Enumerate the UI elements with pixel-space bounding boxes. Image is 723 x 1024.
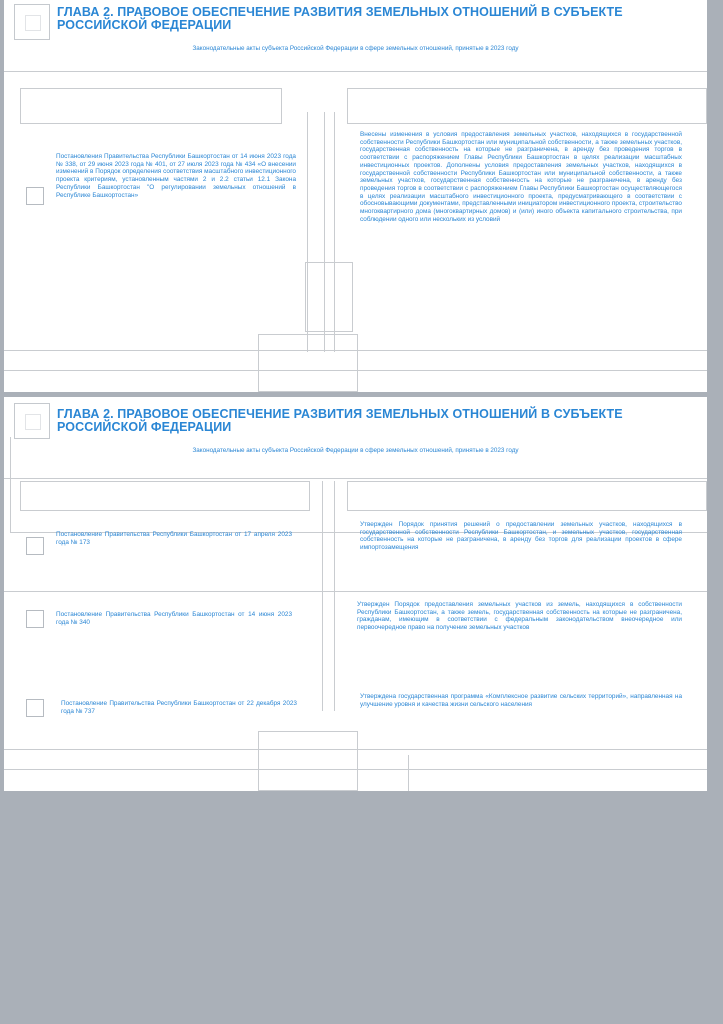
page-subtitle: Законодательные акты субъекта Российской Федерации в сфере земельных отношений, принятые в 2023 году	[192, 447, 519, 454]
decor-frame	[258, 334, 358, 392]
decor-frame	[258, 731, 358, 791]
divider-line	[4, 591, 707, 592]
divider-line	[4, 350, 707, 351]
header-frame-left	[20, 481, 310, 511]
header-frame-right	[347, 88, 707, 124]
document-reference: Постановление Правительства Республики Башкортостан от 17 апреля 2023 года № 173	[56, 531, 292, 546]
page-subtitle: Законодательные акты субъекта Российской Федерации в сфере земельных отношений, принятые в 2023 году	[192, 45, 519, 52]
divider-line	[322, 481, 323, 711]
row-checkbox[interactable]	[26, 537, 44, 555]
divider-line	[4, 749, 707, 750]
divider-line	[408, 755, 409, 791]
change-description: Утвержден Порядок предоставления земельных участков из земель, находящихся в собственности Республики Башкортостан, а также земель, государственная собственность на которые не разграничена, гражданам, имеющим в соответствии с федеральным законодательством внеочередное или первоочередное право на получение земельных участков	[357, 601, 682, 632]
row-checkbox[interactable]	[26, 699, 44, 717]
divider-line	[4, 478, 707, 479]
divider-line	[4, 71, 707, 72]
logo-placeholder	[14, 403, 50, 439]
header-frame-left	[20, 88, 282, 124]
document-reference: Постановление Правительства Республики Башкортостан от 22 декабря 2023 года № 737	[61, 700, 297, 715]
row-checkbox[interactable]	[26, 610, 44, 628]
change-description: Утверждена государственная программа «Комплексное развитие сельских территорий», направленная на улучшение уровня и качества жизни сельского населения	[360, 693, 682, 708]
slide-1	[4, 0, 707, 392]
decor-frame	[305, 262, 353, 332]
slide-2	[4, 397, 707, 791]
page-title: ГЛАВА 2. ПРАВОВОЕ ОБЕСПЕЧЕНИЕ РАЗВИТИЯ ЗЕМЕЛЬНЫХ ОТНОШЕНИЙ В СУБЪЕКТЕ РОССИЙСКОЙ ФЕДЕРАЦИИ	[57, 407, 623, 434]
change-description: Утвержден Порядок принятия решений о предоставлении земельных участков, находящихся в государственной собственности Республики Башкортостан, и земельных участков, государственная собственность на которые не разграничена, в аренду без торгов для реализации проектов в сфере импортозамещения	[360, 521, 682, 552]
divider-line	[4, 370, 707, 371]
divider-line	[334, 481, 335, 711]
header-frame-right	[347, 481, 707, 511]
document-reference: Постановление Правительства Республики Башкортостан от 14 июня 2023 года № 340	[56, 611, 292, 626]
page-title: ГЛАВА 2. ПРАВОВОЕ ОБЕСПЕЧЕНИЕ РАЗВИТИЯ ЗЕМЕЛЬНЫХ ОТНОШЕНИЙ В СУБЪЕКТЕ РОССИЙСКОЙ ФЕДЕРАЦИИ	[57, 5, 623, 32]
logo-placeholder	[14, 4, 50, 40]
row-checkbox[interactable]	[26, 187, 44, 205]
change-description: Внесены изменения в условия предоставления земельных участков, находящихся в государственной собственности Республики Башкортостан или муниципальной собственности, а также земельных участков, государственная собственность на которые не разграничена, в аренду без проведения торгов в соответствии с распоряжением Главы Республики Башкортостан в целях реализации масштабных инвестиционных проектов. Дополнены условия предоставления земельных участков, находящихся в государственной собственности Республики Башкортостан или муниципальной собственности, а также земельных участков, государственная собственность на которые не разграничена, в аренду без проведения торгов в соответствии с распоряжением Главы Республики Башкортостан осуществляющегося в целях реализации масштабного инвестиционного проекта, предусматривающего в соответствии с обосновывающими документами, представленными инициатором инвестиционного проекта, строительство многоквартирного дома (многоквартирных домов) и (или) иного объекта капитального строительства, при соблюдении одного или нескольких из условий	[360, 131, 682, 223]
divider-line	[4, 769, 707, 770]
document-reference: Постановления Правительства Республики Башкортостан от 14 июня 2023 года № 338, от 29 июня 2023 года № 401, от 27 июля 2023 года № 434 «О внесении изменений в Порядок определения соответствия масштабного инвестиционного проекта критериям, установленным частями 2 и 2.2 статьи 12.1 Закона Республики Башкортостан "О регулировании земельных отношений в Республике Башкортостан»	[56, 153, 296, 199]
